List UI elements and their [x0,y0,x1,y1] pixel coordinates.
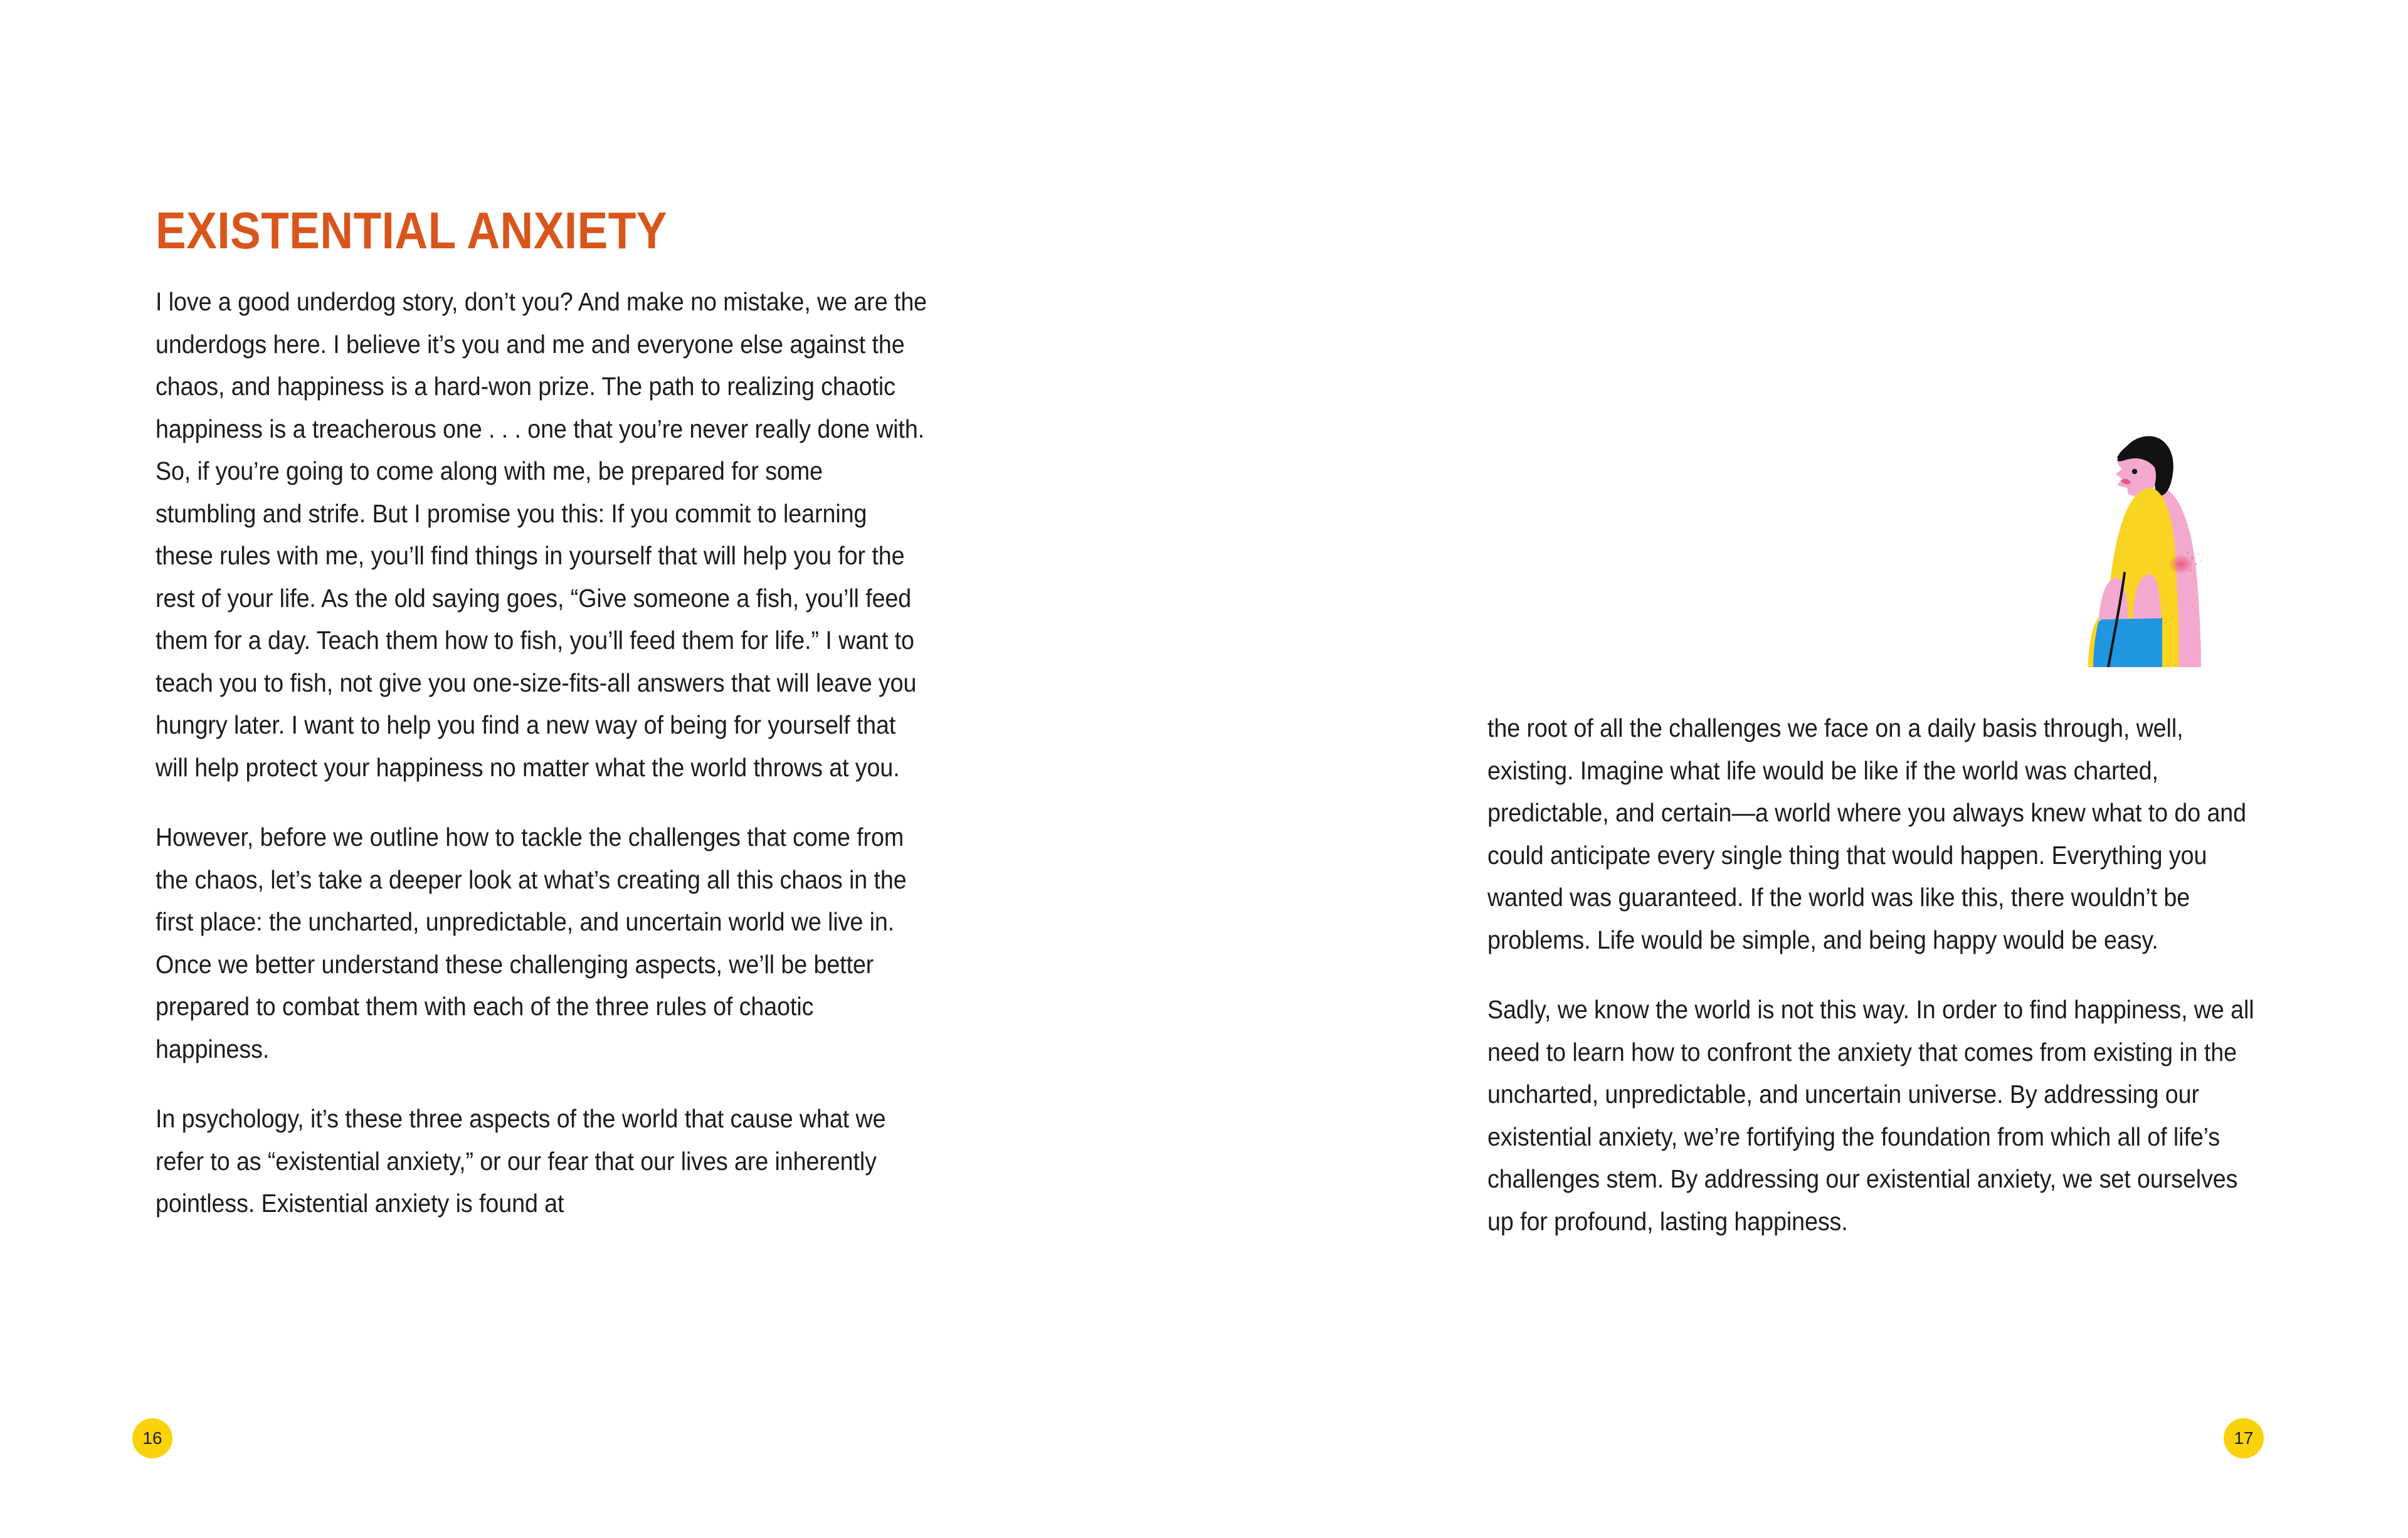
page-number-badge [2224,1418,2264,1458]
right-text-column [1487,707,2260,1243]
figure-eye [2132,469,2137,474]
page-number-label: 17 [2234,1428,2254,1448]
page-number-label: 16 [142,1428,162,1448]
body-paragraph: the root of all the challenges we face on a daily basis through, well, existing. Imagine what life would be like if the world was charted, predictable, and certain—a world where you always knew what to do and could anticipate every single thing that would happen. Everything you wanted was guaranteed. If the world was like this, there wouldn’t be problems. Life would be simple, and being happy would be easy. [1487,714,2247,954]
left-text-column [156,201,928,1225]
body-paragraph: Sadly, we know the world is not this way. In order to find happiness, we all need to learn how to confront the anxiety that comes from existing in the uncharted, unpredictable, and uncertain universe. By addressing our existential anxiety, we’re fortifying the foundation from which all of life’s challenges stem. By addressing our existential anxiety, we set ourselves up for profound, lasting happiness. [1487,995,2254,1236]
illustration-artwork [2067,425,2217,667]
figure-pants [2088,618,2162,667]
right-page [1204,0,2408,1538]
seated-figure-hugging-knees-illustration [2067,425,2217,667]
body-paragraph: However, before we outline how to tackle the challenges that come from the chaos, let’s take a deeper look at what’s creating all this chaos in the first place: the uncharted, unpredictable, and uncertain world we live in. Once we better understand these challenging aspects, we’ll be better prepared to combat them with each of the three rules of chaotic happiness. [156,823,907,1063]
page-number-badge [132,1418,172,1458]
body-paragraph: I love a good underdog story, don’t you? And make no mistake, we are the underdogs here. I believe it’s you and me and everyone else against the chaos, and happiness is a hard-won prize. The path to realizing chaotic happiness is a treacherous one . . . one that you’re never really done with. So, if you’re going to come along with me, be prepared for some stumbling and strife. But I promise you this: If you commit to learning these rules with me, you’ll find things in yourself that will help you for the rest of your life. As the old saying goes, “Give someone a fish, you’ll feed them for a day. Teach them how to fish, you’ll feed them for life.” I want to teach you to fish, not give you one-size-fits-all answers that will leave you hungry later. I want to help you find a new way of being for yourself that will help protect your happiness no matter what the world throws at you. [156,287,927,782]
chapter-heading: EXISTENTIAL ANXIETY [156,201,667,260]
body-paragraph: In psychology, it’s these three aspects of the world that cause what we refer to as “existential anxiety,” or our fear that our lives are inherently pointless. Existential anxiety is found at [156,1104,886,1218]
